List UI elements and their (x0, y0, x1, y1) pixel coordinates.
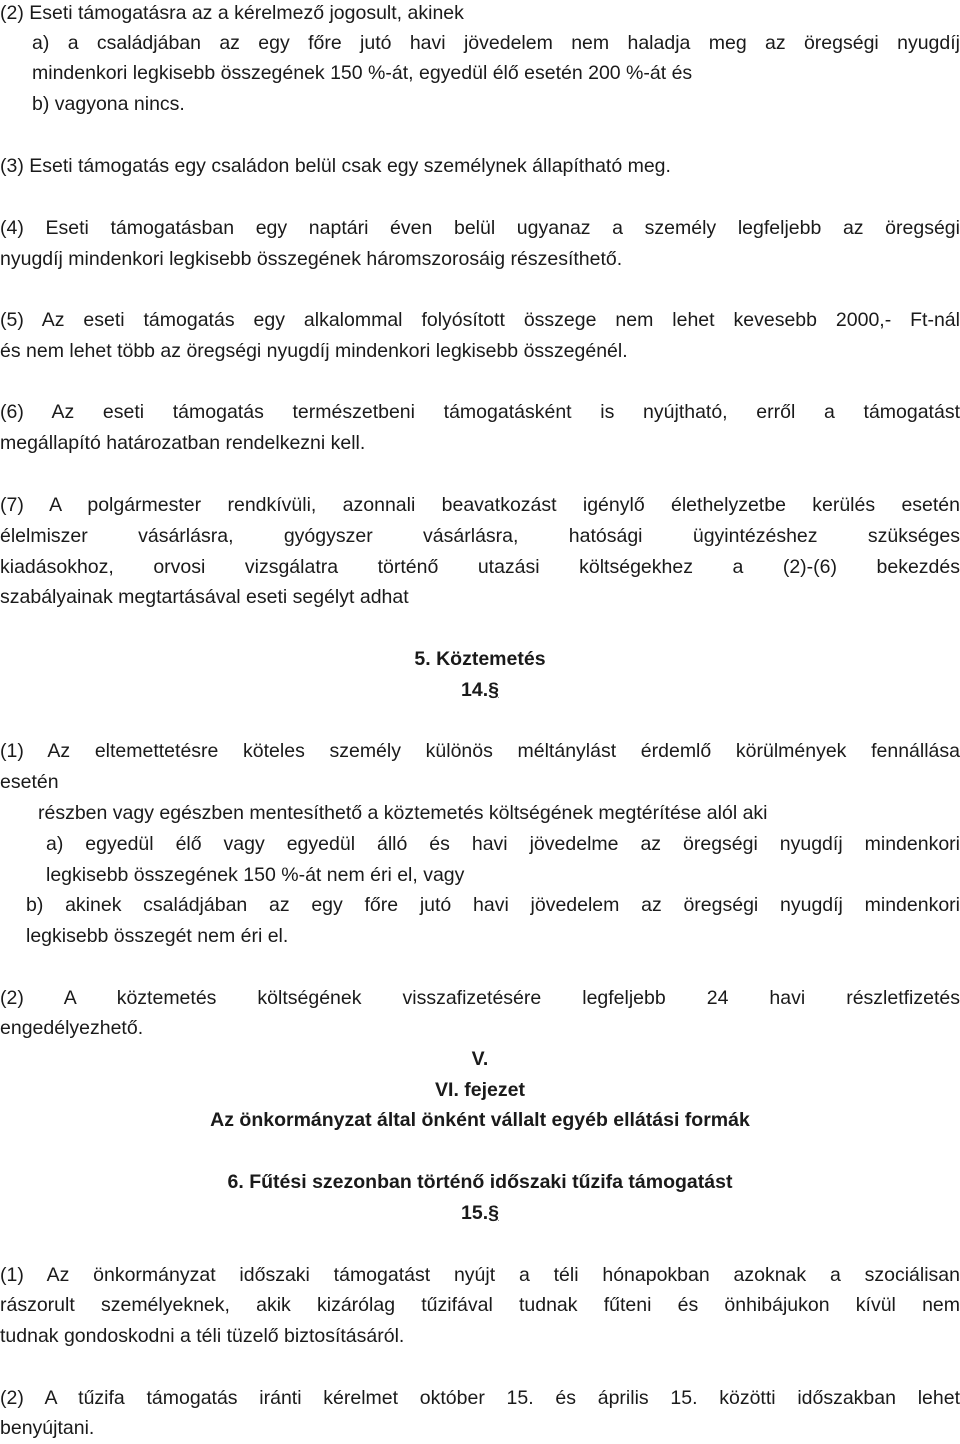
section-number-14 (0, 678, 960, 702)
firewood-paragraph-1-line-3: tudnak gondoskodni a téli tüzelő biztosításáról. (0, 1325, 405, 1347)
funeral-paragraph-2-line-1: (2) A köztemetés költségének visszafizetésére legfeljebb 24 havi részletfizetés (0, 987, 960, 1009)
paragraph-7-line-3: kiadásokhoz, orvosi vizsgálatra történő utazási költségekhez a (2)-(6) bekezdés (0, 556, 960, 578)
firewood-paragraph-2-line-2: benyújtani. (0, 1417, 95, 1439)
chapter-roman-numeral: V. (471, 1048, 489, 1070)
section-number: 15. (461, 1202, 489, 1224)
funeral-point-b-line-2: legkisebb összegét nem éri el. (26, 925, 289, 947)
firewood-paragraph-2-line-1: (2) A tűzifa támogatás iránti kérelmet október 15. és április 15. közötti időszakban lehet (0, 1387, 960, 1409)
chapter-title: VI. fejezet (435, 1079, 525, 1101)
paragraph-2-point-a-line-2: mindenkori legkisebb összegének 150 %-át, egyedül élő esetén 200 %-át és (32, 62, 693, 84)
paragraph-5-line-1: (5) Az eseti támogatás egy alkalommal folyósított összege nem lehet kevesebb 2000,- Ft-nál (0, 309, 960, 331)
chapter-subtitle: Az önkormányzat által önként vállalt egyéb ellátási formák (210, 1109, 750, 1131)
paragraph-5-line-2: és nem lehet több az öregségi nyugdíj mindenkori legkisebb összegénél. (0, 340, 628, 362)
paragraph-2-point-a-line-1: a) a családjában az egy főre jutó havi jövedelem nem haladja meg az öregségi nyugdíj (32, 32, 960, 54)
section-number-15 (0, 1201, 960, 1225)
paragraph-6-line-2: megállapító határozatban rendelkezni kell. (0, 432, 366, 454)
section-sign: § (488, 679, 499, 701)
paragraph-7-line-2: élelmiszer vásárlásra, gyógyszer vásárlásra, hatósági ügyintézéshez szükséges (0, 525, 960, 547)
paragraph-7-line-1: (7) A polgármester rendkívüli, azonnali beavatkozást igénylő élethelyzetbe kerülés esetén (0, 494, 960, 516)
paragraph-2-line-1: (2) Eseti támogatásra az a kérelmező jogosult, akinek (0, 2, 464, 24)
section-sign: § (488, 1202, 499, 1224)
section-heading-5: 5. Köztemetés (414, 648, 546, 670)
paragraph-4-line-2: nyugdíj mindenkori legkisebb összegének háromszorosáig részesíthető. (0, 248, 623, 270)
paragraph-4-line-1: (4) Eseti támogatásban egy naptári éven belül ugyanaz a személy legfeljebb az öregségi (0, 217, 960, 239)
funeral-paragraph-2-line-2: engedélyezhető. (0, 1017, 144, 1039)
funeral-paragraph-1-line-2: esetén (0, 771, 59, 793)
paragraph-6-line-1: (6) Az eseti támogatás természetbeni támogatásként is nyújtható, erről a támogatást (0, 401, 960, 423)
firewood-paragraph-1-line-1: (1) Az önkormányzat időszaki támogatást nyújt a téli hónapokban azoknak a szociálisan (0, 1264, 960, 1286)
funeral-point-b-line-1: b) akinek családjában az egy főre jutó havi jövedelem az öregségi nyugdíj mindenkori (26, 894, 960, 916)
section-number: 14. (461, 679, 489, 701)
funeral-point-a-line-1: a) egyedül élő vagy egyedül álló és havi jövedelme az öregségi nyugdíj mindenkori (46, 833, 960, 855)
paragraph-7-line-4: szabályainak megtartásával eseti segélyt adhat (0, 586, 409, 608)
firewood-paragraph-1-line-2: rászorult személyeknek, akik kizárólag tűzifával tudnak fűteni és önhibájukon kívül nem (0, 1294, 960, 1316)
section-heading-6: 6. Fűtési szezonban történő időszaki tűzifa támogatást (227, 1171, 733, 1193)
paragraph-3: (3) Eseti támogatás egy családon belül csak egy személynek állapítható meg. (0, 155, 671, 177)
paragraph-2-point-b: b) vagyona nincs. (32, 93, 185, 115)
funeral-point-a-line-2: legkisebb összegének 150 %-át nem éri el, vagy (46, 864, 465, 886)
funeral-paragraph-1-line-3: részben vagy egészben mentesíthető a köztemetés költségének megtérítése alól aki (38, 802, 768, 824)
funeral-paragraph-1-line-1: (1) Az eltemettetésre köteles személy különös méltánylást érdemlő körülmények fennállása (0, 740, 960, 762)
